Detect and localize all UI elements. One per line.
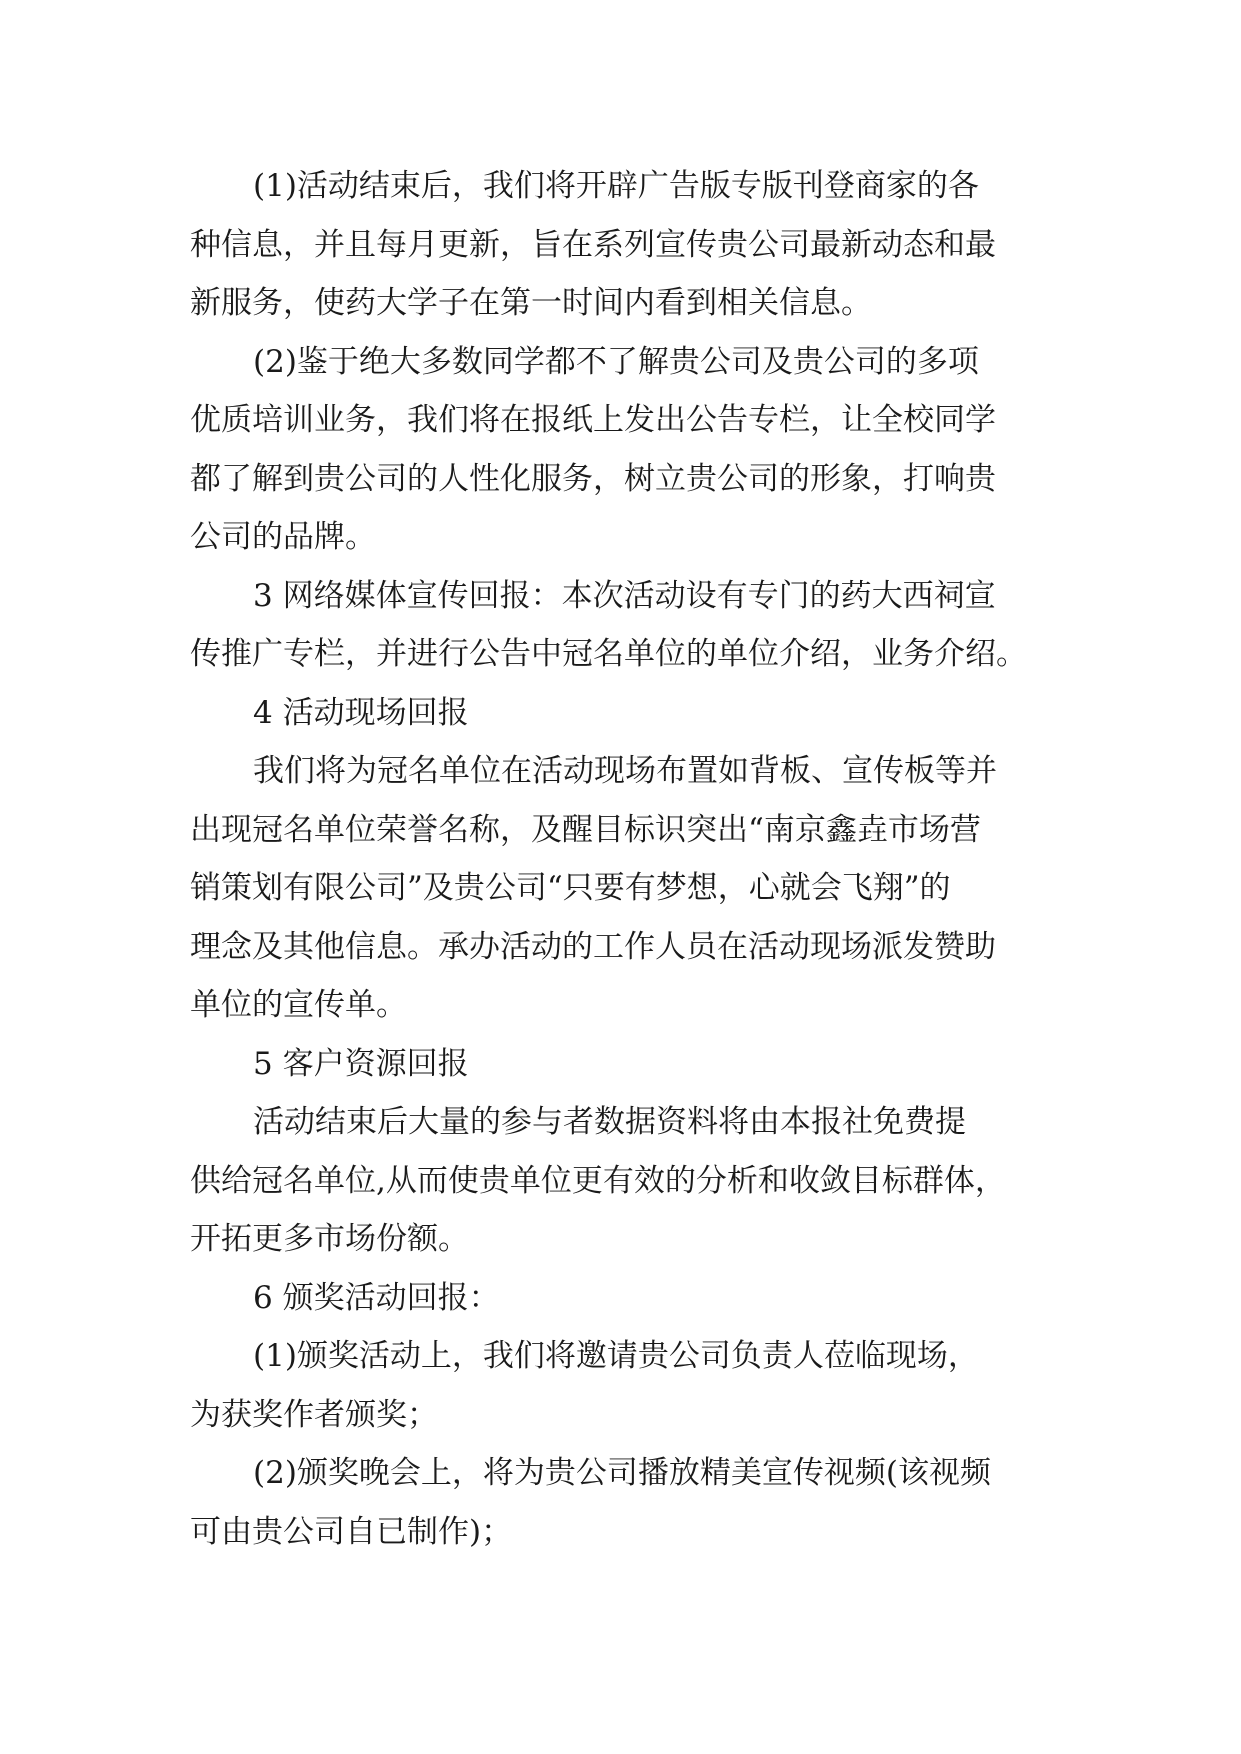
text-line: (1)颁奖活动上，我们将邀请贵公司负责人莅临现场， (253, 1338, 979, 1374)
text-line: 新服务，使药大学子在第一时间内看到相关信息。 (190, 285, 872, 321)
paragraph-notice-column (190, 333, 1070, 567)
text-line: 为获奖作者颁奖； (190, 1396, 438, 1433)
paragraph-online-media-return (190, 567, 1070, 684)
text-line: 单位的宣传单。 (190, 987, 407, 1023)
text-line: 销策划有限公司”及贵公司“只要有梦想，心就会飞翔”的 (190, 870, 951, 906)
text-line: (1)活动结束后，我们将开辟广告版专版刊登商家的各 (253, 168, 979, 204)
text-line: 理念及其他信息。承办活动的工作人员在活动现场派发赞助 (190, 928, 996, 965)
paragraph-newspaper-ad-column (190, 157, 1070, 333)
text-line: 3 网络媒体宣传回报：本次活动设有专门的药大西祠宣 (253, 577, 996, 614)
text-line: 传推广专栏，并进行公告中冠名单位的单位介绍，业务介绍。 (190, 636, 1027, 672)
section-heading: 5 客户资源回报 (253, 1045, 469, 1082)
paragraph-award-presenter (190, 1327, 1070, 1444)
text-line: 都了解到贵公司的人性化服务，树立贵公司的形象，打响贵 (190, 460, 996, 497)
text-line: 我们将为冠名单位在活动现场布置如背板、宣传板等并 (253, 753, 997, 789)
heading-award-return (190, 1269, 1070, 1328)
heading-customer-resource-return (190, 1035, 1070, 1094)
text-line: 供给冠名单位,从而使贵单位更有效的分析和收敛目标群体， (190, 1162, 1006, 1199)
document-body (190, 157, 1070, 1561)
text-line: 种信息，并且每月更新，旨在系列宣传贵公司最新动态和最 (190, 226, 996, 263)
text-line: 活动结束后大量的参与者数据资料将由本报社免费提 (253, 1104, 966, 1140)
paragraph-onsite-return (190, 742, 1070, 1035)
text-line: 可由贵公司自已制作)； (190, 1513, 513, 1550)
text-line: 优质培训业务，我们将在报纸上发出公告专栏，让全校同学 (190, 402, 996, 438)
text-line: (2)鉴于绝大多数同学都不了解贵公司及贵公司的多项 (253, 343, 979, 380)
heading-onsite-return (190, 684, 1070, 743)
text-line: 出现冠名单位荣誉名称，及醒目标识突出“南京鑫垚市场营 (190, 811, 981, 848)
section-heading: 6 颁奖活动回报： (253, 1279, 500, 1316)
paragraph-customer-resource-return (190, 1093, 1070, 1269)
text-line: (2)颁奖晚会上，将为贵公司播放精美宣传视频(该视频 (253, 1455, 992, 1491)
text-line: 公司的品牌。 (190, 519, 376, 555)
text-line: 开拓更多市场份额。 (190, 1221, 469, 1257)
section-heading: 4 活动现场回报 (253, 694, 469, 731)
paragraph-award-video (190, 1444, 1070, 1561)
